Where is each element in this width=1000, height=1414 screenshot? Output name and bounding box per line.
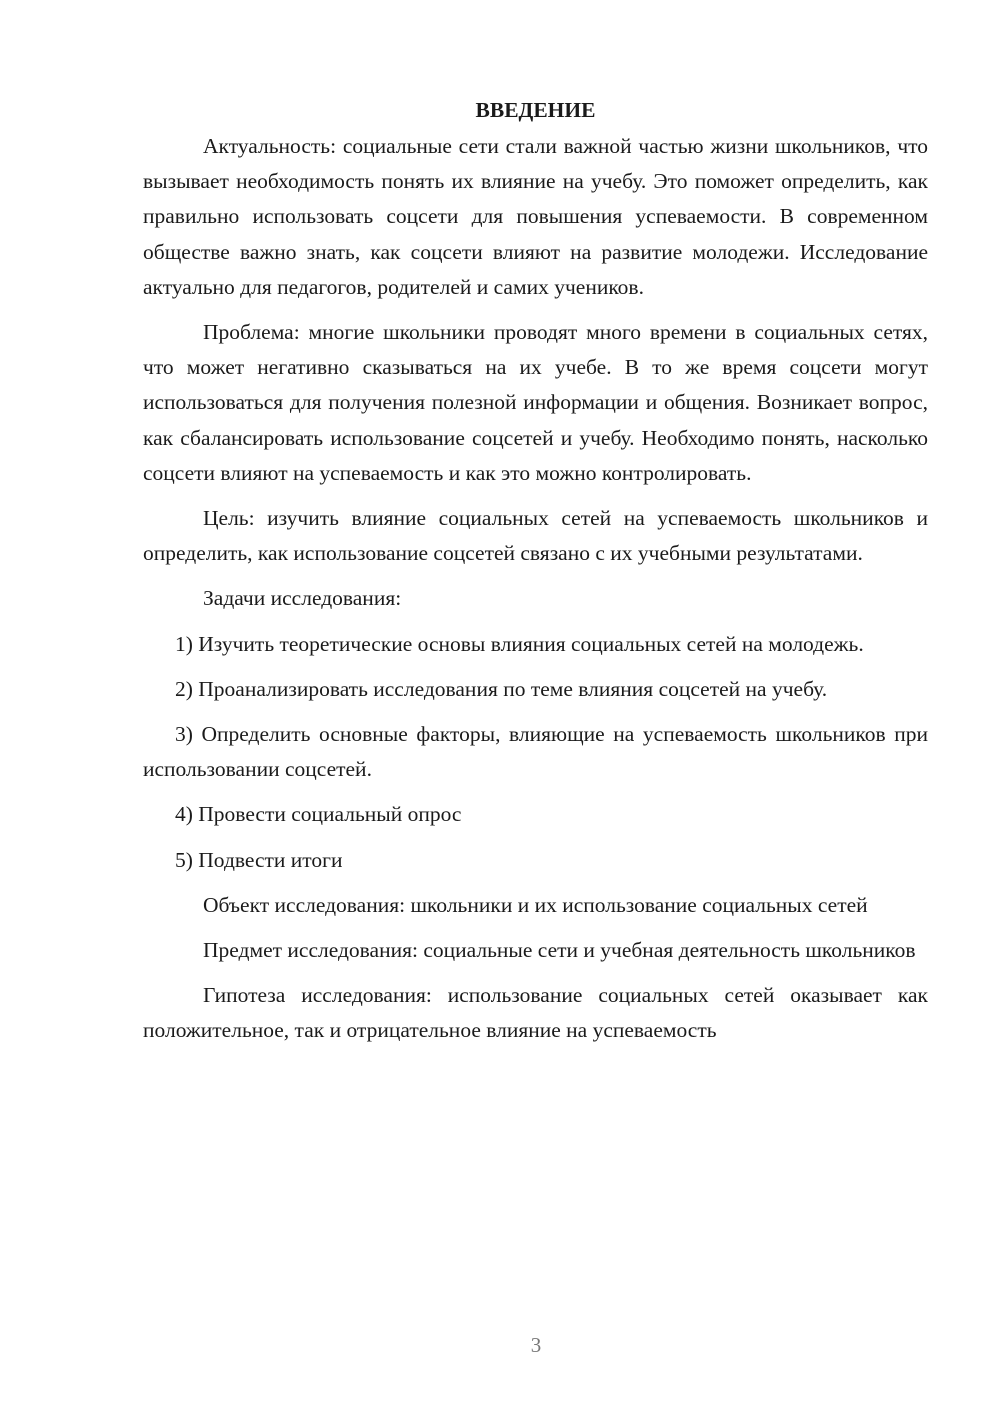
problem-paragraph: Проблема: многие школьники проводят много времени в социальных сетях, что может негативно сказываться на их учебе. В то же время соцсети могут использоваться для получения полезной информации и общения. Возникает вопрос, как сбалансировать использование соцсетей и учебу. Необходимо понять, насколько соцсети влияют на успеваемость и как это можно контролировать. bbox=[143, 320, 928, 485]
section-title: ВВЕДЕНИЕ bbox=[475, 98, 596, 122]
goal-paragraph: Цель: изучить влияние социальных сетей на успеваемость школьников и определить, как использование соцсетей связано с их учебными результатами. bbox=[143, 506, 928, 566]
task-item-1: 1) Изучить теоретические основы влияния социальных сетей на молодежь. bbox=[175, 631, 864, 656]
object-paragraph: Объект исследования: школьники и их использование социальных сетей bbox=[203, 892, 868, 917]
subject-paragraph: Предмет исследования: социальные сети и учебная деятельность школьников bbox=[203, 938, 916, 963]
relevance-paragraph: Актуальность: социальные сети стали важной частью жизни школьников, что вызывает необходимость понять их влияние на учебу. Это поможет определить, как правильно использовать соцсети для повышения успеваемости. В современном обществе важно знать, как соцсети влияют на развитие молодежи. Исследование актуально для педагогов, родителей и самих учеников. bbox=[143, 134, 928, 299]
task-item-3: 3) Определить основные факторы, влияющие на успеваемость школьников при использовании соцсетей. bbox=[143, 722, 928, 782]
page-number: 3 bbox=[530, 1333, 542, 1357]
task-item-5: 5) Подвести итоги bbox=[175, 847, 343, 872]
task-item-4: 4) Провести социальный опрос bbox=[175, 802, 462, 827]
tasks-heading: Задачи исследования: bbox=[203, 586, 402, 611]
hypothesis-paragraph: Гипотеза исследования: использование социальных сетей оказывает как положительное, так и отрицательное влияние на успеваемость bbox=[143, 983, 928, 1043]
page-content bbox=[143, 93, 928, 1049]
task-item-2: 2) Проанализировать исследования по теме влияния соцсетей на учебу. bbox=[175, 676, 828, 701]
